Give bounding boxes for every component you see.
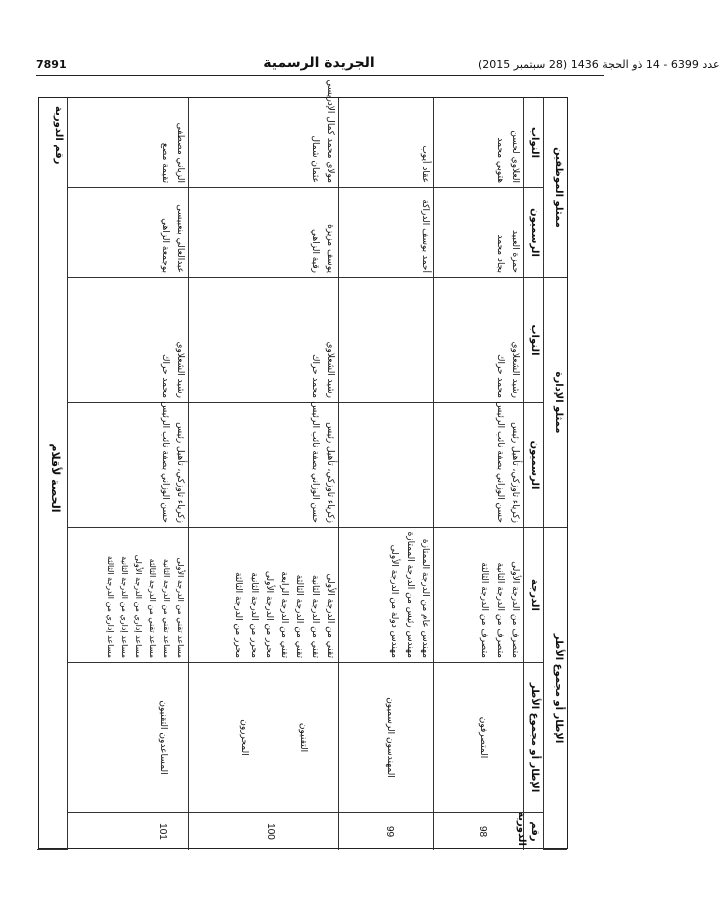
row100-group [188,663,338,813]
row101-staff-members [67,188,188,278]
name-text: زكرياء تاوزكي، تأهيل رئيس [175,422,185,523]
grades-header: الدرجة [523,528,543,663]
row101-number: 101 [67,813,188,850]
row98-admin-members [433,403,523,528]
row98-group: المتصرفون [433,663,523,813]
row101-group: المساعدون التقنيون [67,663,188,813]
group-text: المحررون [238,719,249,756]
grade-text: مساعد تقني من الدرجة الثالثة [148,558,157,658]
header-rule [36,75,604,76]
grade-text: تقني من الدرجة الثانية [309,575,320,658]
name-text: حسن الوزاني بصفة نائب الرئيس [309,401,320,523]
admin-members-header: الرسميون [523,403,543,528]
grade-text: محرر من الدرجة الثانية [248,572,259,658]
page-number: 7891 [36,58,67,71]
admin-header: ممثلو الإدارة [543,278,567,528]
grade-text: محرر من الدرجة الأولى [264,570,274,658]
grade-text: تقني من الدرجة الرابعة [279,571,290,658]
name-text: أحمد بوسف الدراكة [420,199,430,273]
grade-text: مهندس رئيس من الدرجة الممتازة [404,531,415,658]
grade-text: متصرف من الدرجة الثانية [494,562,505,658]
grade-text: متصرف من الدرجة الأولى [510,561,520,658]
row99-admin-subs [338,278,433,403]
grade-text: مساعد إداري من الدرجة الثانية [120,556,129,658]
grade-text: مهندس عام من الدرجة الممتازة [420,538,430,658]
row101-grades [67,528,188,663]
rotated-table-frame [38,79,568,849]
grade-text: مهندس دولة من الدرجة الأولى [389,544,400,658]
name-text: عثمان شمال [309,135,320,183]
row99-number: 99 [338,813,433,850]
name-text: رقية الزاهي [309,228,320,273]
row99-admin-members [338,403,433,528]
row100-grades [188,528,338,663]
name-text: يوسف مزيزة [325,224,335,273]
admin-substitutes-header: النواب [523,278,543,403]
grade-text: تقني من الدرجة الثالثة [294,574,305,658]
grade-text: مساعد إداري من الدرجة الثالثة [106,555,115,658]
group-header: الإطار أو مجموع الأطر [543,528,567,850]
name-text: بجاد محمد [494,234,505,273]
row101-admin-members [67,403,188,528]
row100-admin-subs [188,278,338,403]
name-text: رشيد الشعلاوي [325,341,335,398]
name-text: حسن الوزاني بصفة نائب الرئيس [159,401,170,523]
number-col-header: رقم الدورية [523,813,543,850]
staff-members-header: الرسميون [523,188,543,278]
grade-text: مساعد تقني من الدرجة الأولى [176,557,185,658]
issue-line: عدد 6399 - 14 ذو الحجة 1436 (28 سبتمبر 2015) [478,58,720,71]
row98-number: 98 [433,813,523,850]
row100-staff-subs [188,79,338,188]
row101-admin-subs [67,278,188,403]
grade-text: محرر من الدرجة الثالثة [233,572,244,658]
name-text: حمزة العبيد [510,229,520,273]
col-number: رقم الدورية [37,98,67,850]
grade-text: متصرف من الدرجة الثالثة [479,562,490,658]
name-text: محمد حراك [159,354,170,398]
row98-grades [433,528,523,663]
name-text: هتوبي محمد [494,137,505,183]
page-header [0,55,720,77]
name-text: تقيمة مصع [159,142,170,183]
row99-grades [338,528,433,663]
name-text: رشيد الشعلاوي [510,341,520,398]
row101-staff-subs [67,98,188,188]
name-text: محمد حراك [494,354,505,398]
row98-staff-subs [433,98,523,188]
name-text: زكرياء تاوزكي، تأهيل رئيس [325,422,335,523]
name-text: عقاد أيوب [420,145,430,183]
grade-text: مساعد إداري من الدرجة الأولى [134,554,143,658]
grade-text: تقني من الدرجة الأولى [325,573,335,658]
name-text: مولاي محمد كمال الإدريسي [325,79,335,183]
name-text: زكرياء تاوزكي، تأهيل رئيس [510,422,520,523]
row100-staff-members [188,188,338,278]
name-text: محمد حراك [309,354,320,398]
row99-staff-members [338,188,433,278]
rotated-table [38,79,568,849]
row100-admin-members [188,403,338,528]
name-text: رشيد الشعلاوي [175,341,185,398]
staff-substitutes-header: النواب [523,98,543,188]
row98-admin-subs [433,278,523,403]
row99-staff-subs [338,98,433,188]
section-caption: الحصة لأقلام [49,443,62,513]
row100-number: 100 [188,813,338,850]
name-text: عبدالعالي بنعبيسى [175,204,185,273]
staff-header: ممثلو الموظفين [543,98,567,278]
name-text: العلاوي لحسن [510,130,520,183]
group-text: التقنيون [298,722,308,753]
name-text: بوجمعة الزاهي [159,218,170,273]
journal-title: الجريدة الرسمية [263,55,375,71]
name-text: حسن الوزاني بصفة نائب الرئيس [494,401,505,523]
committee-table [38,79,568,849]
row98-staff-members [433,188,523,278]
row99-group: المهندسون الرسميون [338,663,433,813]
group-col-header: الإطار أو مجموع الأطر [523,663,543,813]
name-text: الزياني مصطفى [175,122,185,183]
grade-text: مساعد تقني من الدرجة الثانية [162,558,171,658]
